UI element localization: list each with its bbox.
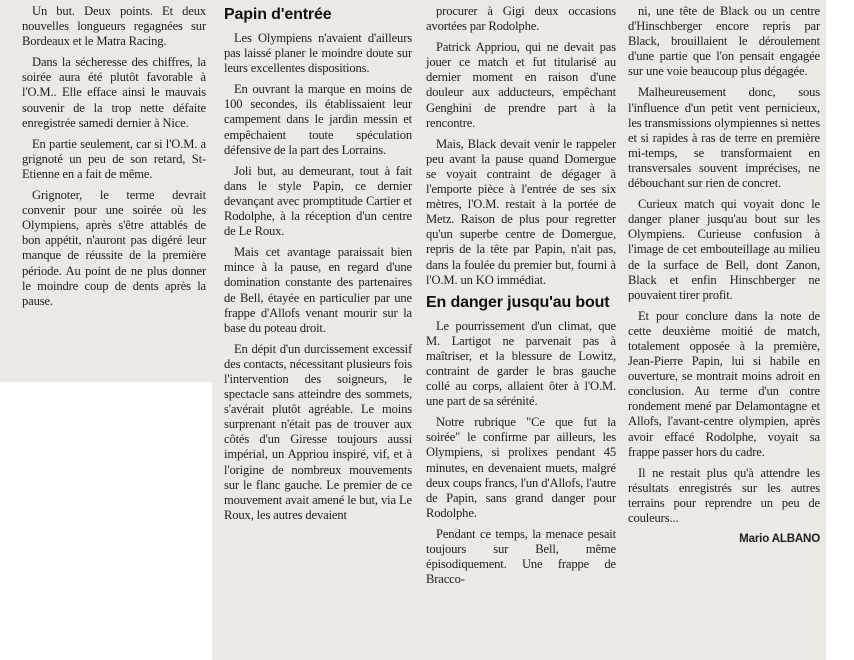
article-paragraph: Et pour conclure dans la note de cette deuxième moitié de match, totalement opposée à la première, Jean-Pierre Papin, lui si habile en ouverture, se montrait moins adroit en conclusion. Au terme d'un contre rondement mené par Delamontagne et Allofs, l'avant-centre olympien, après avoir effacé Rodolphe, voyait sa frappe passer hors du cadre. [628, 308, 820, 459]
section-heading: En danger jusqu'au bout [426, 293, 610, 311]
article-column-2 [224, 4, 412, 529]
article-paragraph: En ouvrant la marque en moins de 100 secondes, ils établissaient leur campement dans le jardin messin et empêchaient toute spéculation défensive de la part des Lorrains. [224, 82, 412, 157]
article-paragraph: Patrick Appriou, qui ne devait pas jouer ce match et fut titularisé au dernier moment en raison d'une douleur aux adducteurs, empêchant Genghini de prendre part à la rencontre. [426, 40, 616, 130]
article-paragraph: Joli but, au demeurant, tout à fait dans le style Papin, ce dernier devançant avec promptitude Cartier et Rodolphe, à la réception d'un centre de Le Roux. [224, 163, 412, 239]
author-signature: Mario ALBANO [739, 533, 820, 546]
article-paragraph: Dans la sécheresse des chiffres, la soirée aura été plutôt favorable à l'O.M.. Elle efface ainsi le mauvais souvenir de la trop nette défaite enregistrée samedi dernier à Nice. [22, 55, 206, 130]
article-paragraph: Mais, Black devait venir le rappeler peu avant la pause quand Domergue se voyait contraint de dégager à l'emporte pièce à l'entrée de ses six mètres, l'O.M. restait à la portée de Metz. Raison de plus pour regretter qu'un superbe centre de Domergue, repris de la tête par Papin, n'ait pas, dans la foulée du premier but, fourni à l'O.M. un KO immédiat. [426, 136, 616, 287]
article-paragraph: ni, une tête de Black ou un centre d'Hinschberger encore repris par Black, brouillaient le déroulement d'une partie que l'on pensait engagée sur une voie beaucoup plus dégagée. [628, 4, 820, 79]
article-paragraph: procurer à Gigi deux occasions avortées par Rodolphe. [426, 4, 616, 34]
article-paragraph: Notre rubrique "Ce que fut la soirée" le confirme par ailleurs, les Olympiens, si prolixes pendant 45 minutes, en devenaient muets, malgré deux coups francs, l'un d'Allofs, l'autre de Papin, sans grand danger pour Rodolphe. [426, 415, 616, 520]
article-paragraph: Malheureusement donc, sous l'influence d'un petit vent pernicieux, les transmissions olympiennes si nettes et si rapides à ras de terre en première mi-temps, se transformaient en transversales souvent imprécises, ne débouchant sur rien de concret. [628, 85, 820, 191]
article-column-1 [22, 4, 206, 315]
article-column-3 [426, 4, 616, 593]
section-heading: Papin d'entrée [224, 6, 332, 23]
article-paragraph: Un but. Deux points. Et deux nouvelles longueurs regagnées sur Bordeaux et le Matra Racing. [22, 4, 206, 49]
article-paragraph: Le pourrissement d'un climat, que M. Lartigot ne parvenait pas à maîtriser, et la blessure de Lowitz, contraint de garder le bras gauche collé au corps, allaient ôter à l'O.M. une part de sa sérénité. [426, 318, 616, 409]
article-paragraph: Pendant ce temps, la menace pesait toujours sur Bell, même épisodiquement. Une frappe de Bracco- [426, 526, 616, 587]
article-paragraph: En dépit d'un durcissement excessif des contacts, nécessitant plusieurs fois l'intervention des soigneurs, le spectacle sans atteindre des sommets, s'avérait plutôt agréable. Le moins surprenant n'était pas de trouver aux côtés d'un Giresse toujours aussi impérial, un Appriou inspiré, vif, et à l'origine de nombreux mouvements sur le flanc gauche. Le premier de ce mouvement avait amené le but, via Le Roux, les autres devaient [224, 341, 412, 522]
article-paragraph: Il ne restait plus qu'à attendre les résultats enregistrés sur les autres terrains pour reprendre un peu de couleurs... [628, 465, 820, 525]
article-column-4 [628, 4, 820, 553]
article-paragraph: Mais cet avantage paraissait bien mince à la pause, en regard d'une domination constante des partenaires de Bell, étayée en particulier par une frappe d'Allofs venant mourir sur la base du poteau droit. [224, 245, 412, 335]
article-paragraph: Curieux match qui voyait donc le danger planer jusqu'au bout sur les Olympiens. Curieuse confusion à l'image de cet embouteillage au milieu de la surface de Bell, dont Zanon, Black et enfin Hinschberger ne pouvaient tirer profit. [628, 197, 820, 302]
article-paragraph: Les Olympiens n'avaient d'ailleurs pas laissé planer le moindre doute sur leurs excellentes dispositions. [224, 31, 412, 76]
article-paragraph: Grignoter, le terme devrait convenir pour une soirée où les Olympiens, après s'être attablés de bon appétit, n'auront pas digéré leur manque de réussite de la première période. Au point de ne plus donner le moindre coup de dents après la pause. [22, 188, 206, 308]
article-paragraph: En partie seulement, car si l'O.M. a grignoté un peu de son retard, St-Etienne en a fait de même. [22, 136, 206, 181]
